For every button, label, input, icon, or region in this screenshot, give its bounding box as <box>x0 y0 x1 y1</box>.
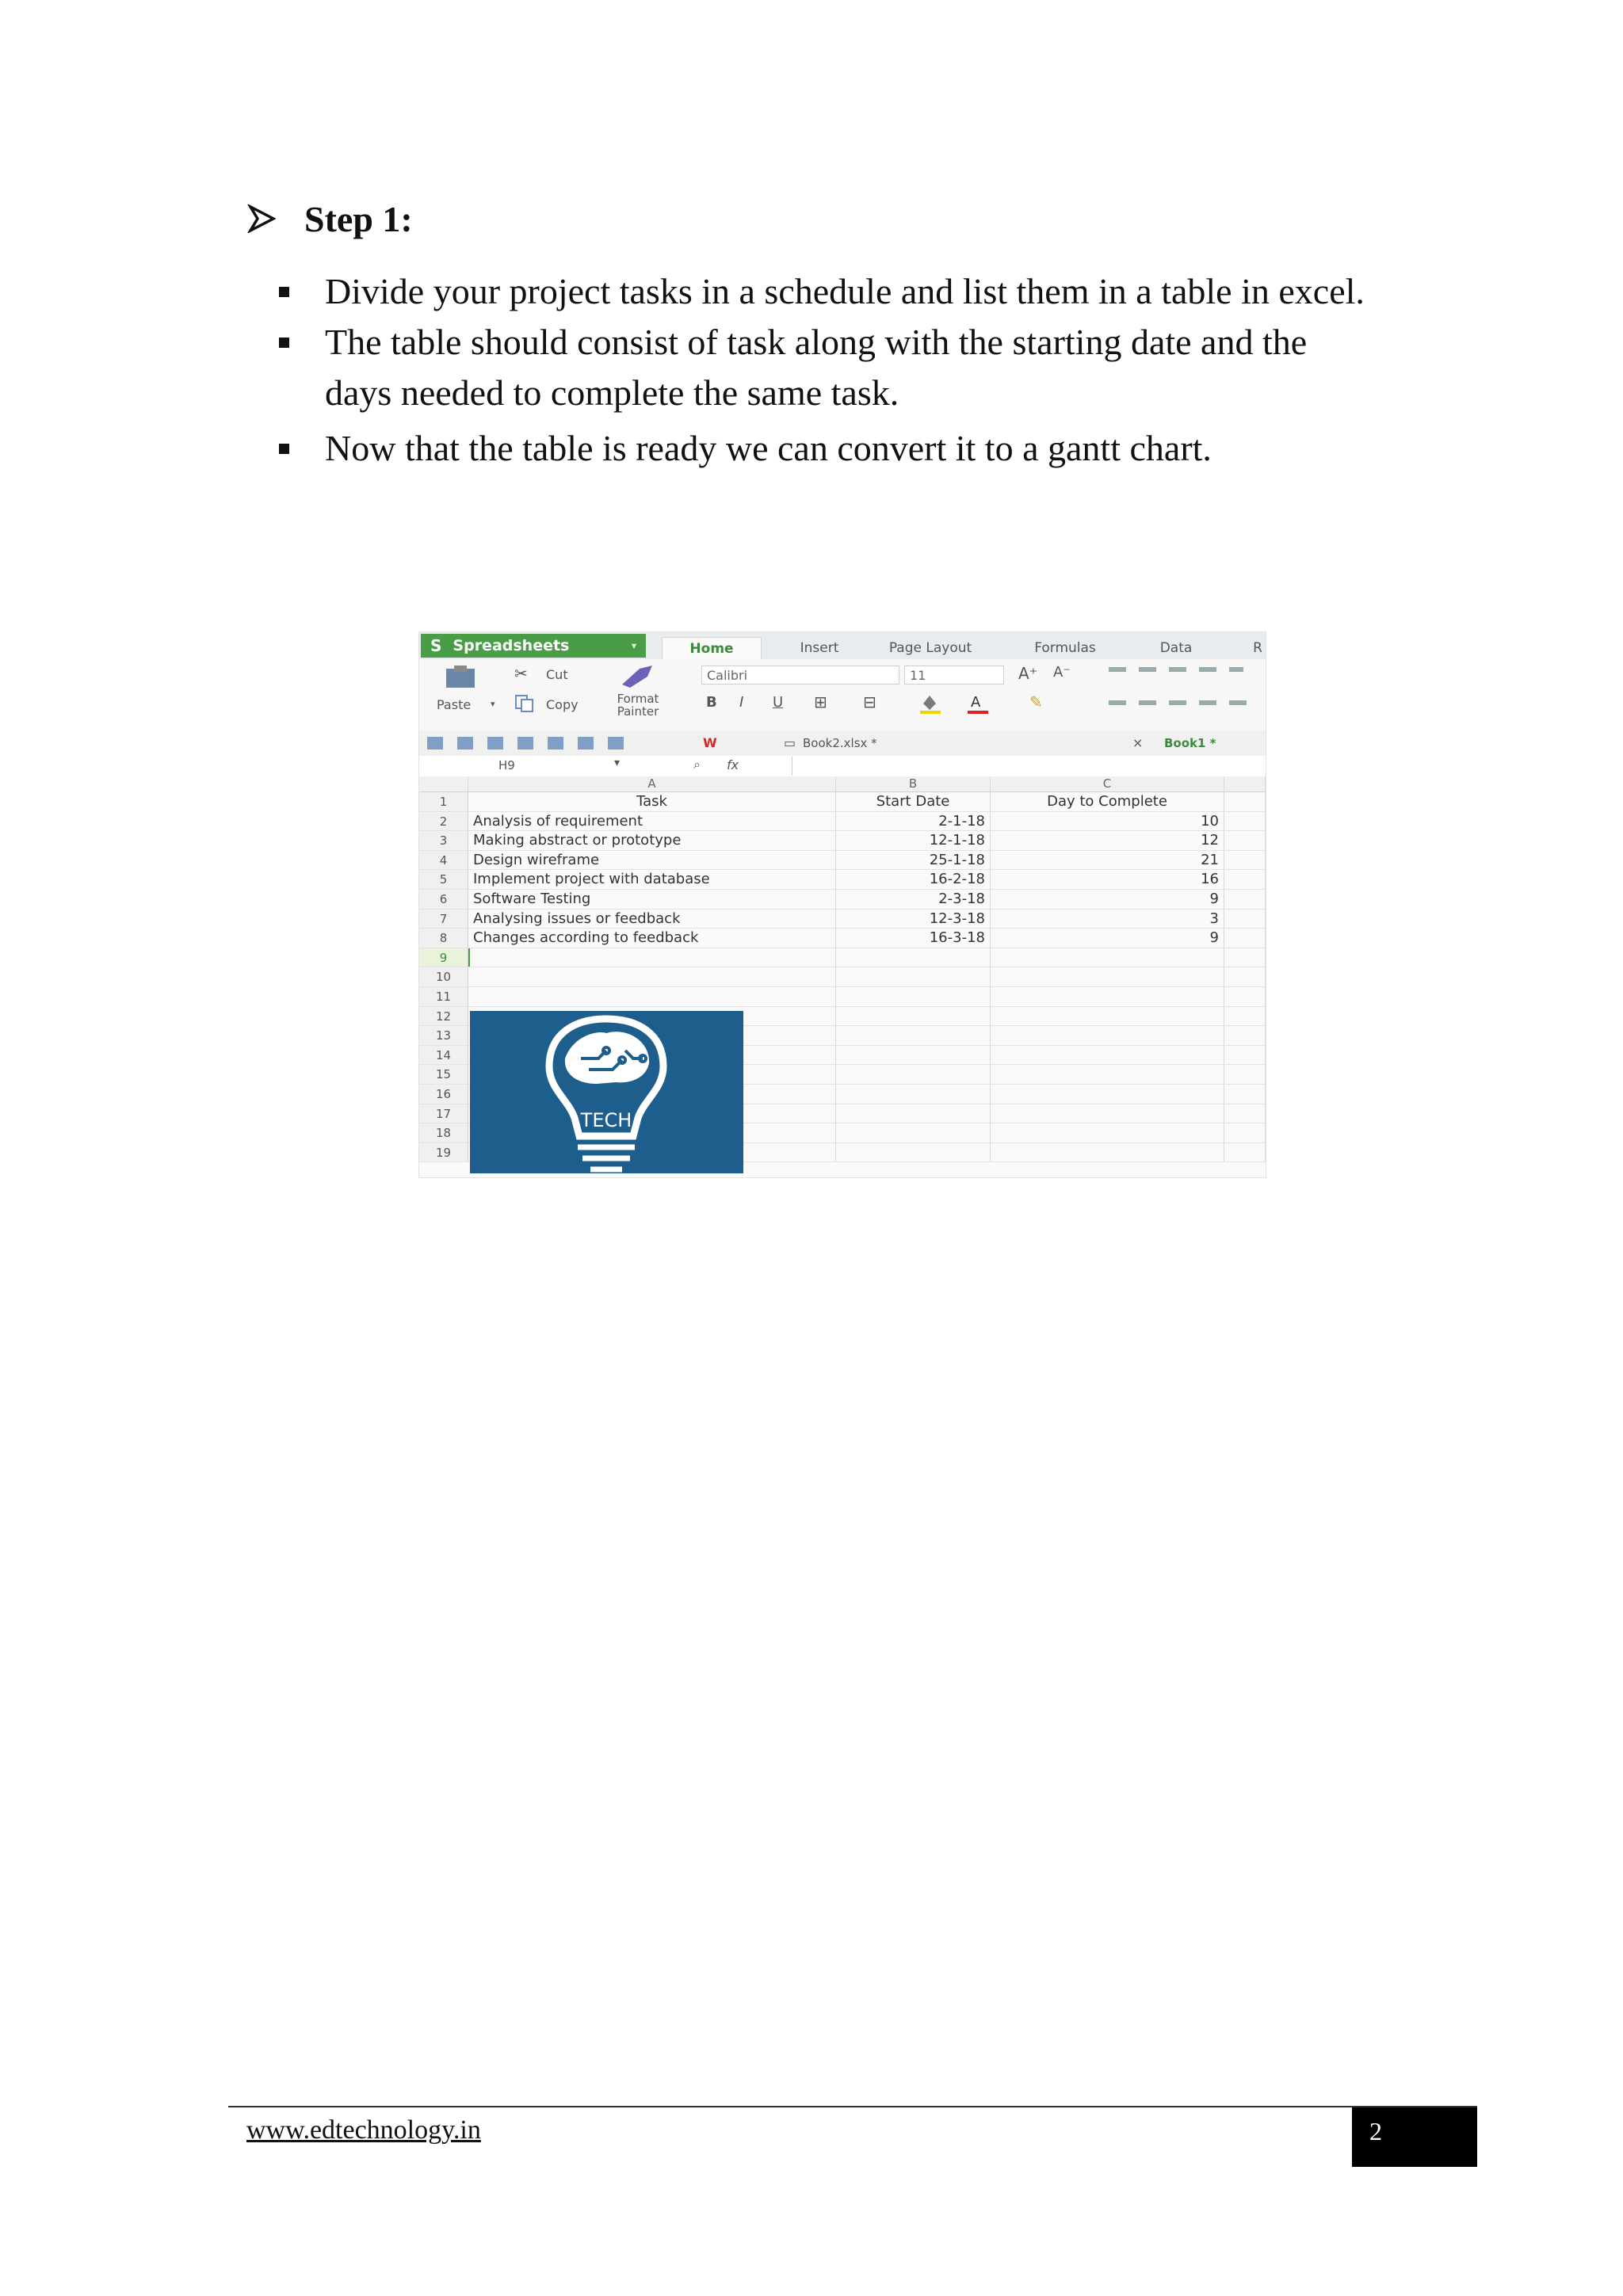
cell[interactable]: Design wireframe <box>468 851 836 870</box>
cell[interactable] <box>468 967 836 986</box>
underline-button[interactable]: U <box>773 694 784 711</box>
cell[interactable] <box>991 1026 1224 1045</box>
cell[interactable]: 12-3-18 <box>836 910 991 929</box>
column-header-a[interactable]: A <box>468 776 836 792</box>
spreadsheets-logo-icon: S <box>430 636 442 655</box>
cell[interactable] <box>1224 1026 1266 1045</box>
cell[interactable]: Software Testing <box>468 890 836 909</box>
row-number[interactable]: 19 <box>419 1143 468 1162</box>
chevron-down-icon[interactable]: ▾ <box>491 699 495 709</box>
tab-insert[interactable]: Insert <box>800 640 839 656</box>
align-top-icons[interactable] <box>1109 667 1243 672</box>
align-horizontal-icons[interactable] <box>1109 700 1259 705</box>
cell[interactable] <box>836 1007 991 1026</box>
cell[interactable]: Making abstract or prototype <box>468 831 836 850</box>
cell[interactable]: 12 <box>991 831 1224 850</box>
cell[interactable]: 21 <box>991 851 1224 870</box>
cell[interactable]: Analysing issues or feedback <box>468 910 836 929</box>
paste-icon[interactable] <box>443 666 478 689</box>
cell[interactable] <box>991 967 1224 986</box>
format-painter-label[interactable]: Format Painter <box>617 692 659 719</box>
bullet-item: Now that the table is ready we can convert it to a gantt chart. <box>277 423 1371 474</box>
spreadsheet-screenshot <box>418 631 1266 1178</box>
name-box[interactable]: H9 <box>498 758 515 772</box>
row-number[interactable]: 12 <box>419 1007 468 1026</box>
table-row <box>419 870 1266 890</box>
cell[interactable] <box>836 1104 991 1123</box>
logo-text: TECH <box>580 1109 632 1131</box>
cell[interactable] <box>1224 910 1266 929</box>
tab-formulas[interactable]: Formulas <box>1034 640 1096 656</box>
row-number[interactable]: 4 <box>419 851 468 870</box>
row-number[interactable]: 3 <box>419 831 468 850</box>
cell[interactable] <box>1224 812 1266 831</box>
file-tab-book1[interactable]: Book1 * <box>1164 736 1216 750</box>
copy-icon[interactable] <box>514 694 535 713</box>
formula-bar <box>419 756 1266 777</box>
row-number[interactable]: 10 <box>419 967 468 986</box>
font-name-select[interactable]: Calibri <box>701 666 899 685</box>
tab-data[interactable]: Data <box>1159 640 1193 656</box>
row-number[interactable]: 15 <box>419 1065 468 1084</box>
format-painter-icon[interactable] <box>617 662 657 689</box>
ribbon <box>419 659 1266 731</box>
row-number[interactable]: 14 <box>419 1046 468 1065</box>
cell[interactable]: 16-2-18 <box>836 870 991 889</box>
cell[interactable]: Analysis of requirement <box>468 812 836 831</box>
quick-access-icons[interactable] <box>427 737 625 749</box>
fill-color-icon[interactable] <box>918 692 942 715</box>
bold-button[interactable]: B <box>706 694 717 711</box>
grow-font-icon[interactable]: A⁺ <box>1018 664 1038 683</box>
row-number[interactable]: 16 <box>419 1085 468 1104</box>
wps-logo-icon: W <box>703 735 717 750</box>
formula-input[interactable] <box>792 757 1266 776</box>
column-header-d[interactable] <box>1224 776 1266 792</box>
table-row <box>419 890 1266 910</box>
row-number[interactable]: 11 <box>419 987 468 1006</box>
cell[interactable] <box>836 987 991 1006</box>
fx-label[interactable]: fx <box>727 757 739 772</box>
column-header-c[interactable]: C <box>991 776 1224 792</box>
file-tab-book2[interactable]: Book2.xlsx * <box>803 736 877 750</box>
row-number[interactable]: 5 <box>419 870 468 889</box>
cell[interactable] <box>1224 1104 1266 1123</box>
cell[interactable]: 16 <box>991 870 1224 889</box>
cell[interactable] <box>836 1123 991 1142</box>
row-number[interactable]: 1 <box>419 792 468 811</box>
select-all-corner[interactable] <box>419 776 468 792</box>
font-color-icon[interactable] <box>966 692 990 715</box>
cell[interactable] <box>991 1046 1224 1065</box>
cell[interactable] <box>1224 1007 1266 1026</box>
cell[interactable]: 10 <box>991 812 1224 831</box>
step-heading <box>247 193 413 244</box>
table-row <box>419 792 1266 812</box>
tab-page-layout[interactable]: Page Layout <box>888 640 972 656</box>
tech-logo-image[interactable] <box>470 1011 743 1173</box>
cell[interactable] <box>991 1104 1224 1123</box>
table-row <box>419 948 1266 968</box>
cell[interactable] <box>1224 967 1266 986</box>
row-number[interactable]: 13 <box>419 1026 468 1045</box>
table-row <box>419 967 1266 987</box>
row-number[interactable]: 7 <box>419 910 468 929</box>
cell[interactable]: 2-3-18 <box>836 890 991 909</box>
cell[interactable] <box>836 1026 991 1045</box>
cell[interactable] <box>1224 831 1266 850</box>
cell[interactable] <box>1224 1065 1266 1084</box>
cell[interactable]: 9 <box>991 929 1224 948</box>
copy-label[interactable]: Copy <box>546 697 579 712</box>
row-number[interactable]: 2 <box>419 812 468 831</box>
cell[interactable] <box>836 1085 991 1104</box>
cell[interactable] <box>1224 851 1266 870</box>
cell[interactable]: Day to Complete <box>991 792 1224 811</box>
table-row <box>419 812 1266 832</box>
font-size-select[interactable]: 11 <box>904 666 1004 685</box>
bullet-item: The table should consist of task along with the starting date and the days needed to complete the same task. <box>277 317 1371 418</box>
cell[interactable] <box>1224 870 1266 889</box>
table-row <box>419 987 1266 1007</box>
table-row <box>419 851 1266 871</box>
cell[interactable] <box>991 1123 1224 1142</box>
file-icon: ▭ <box>784 735 796 750</box>
app-menu-button[interactable]: S Spreadsheets ▾ <box>421 634 646 658</box>
row-number[interactable]: 8 <box>419 929 468 948</box>
cell[interactable] <box>1224 1046 1266 1065</box>
cell[interactable]: Implement project with database <box>468 870 836 889</box>
cell[interactable] <box>1224 1143 1266 1162</box>
arrowhead-bullet-icon <box>247 204 276 233</box>
row-number[interactable]: 17 <box>419 1104 468 1123</box>
cell[interactable] <box>836 948 991 967</box>
cell[interactable] <box>836 1046 991 1065</box>
cell[interactable] <box>991 1007 1224 1026</box>
borders-icon[interactable]: ⊞ <box>814 692 827 711</box>
close-icon[interactable]: × <box>1132 735 1144 750</box>
shrink-font-icon[interactable]: A⁻ <box>1053 664 1071 681</box>
page-number: 2 <box>1352 2107 1477 2167</box>
svg-text:A: A <box>971 694 981 711</box>
cell[interactable] <box>1224 890 1266 909</box>
table-row <box>419 929 1266 948</box>
cell[interactable] <box>1224 948 1266 967</box>
cell[interactable]: 16-3-18 <box>836 929 991 948</box>
cell[interactable] <box>1224 1123 1266 1142</box>
cell[interactable] <box>836 967 991 986</box>
footer-divider <box>228 2106 1477 2107</box>
cell[interactable]: 12-1-18 <box>836 831 991 850</box>
app-tab-bar <box>419 632 1266 659</box>
zoom-icon[interactable]: ⌕ <box>693 757 701 772</box>
cell[interactable]: Changes according to feedback <box>468 929 836 948</box>
table-row <box>419 831 1266 851</box>
cell[interactable] <box>1224 1085 1266 1104</box>
table-row <box>419 910 1266 929</box>
clear-format-icon[interactable]: ✎ <box>1029 692 1043 711</box>
cell[interactable] <box>1224 929 1266 948</box>
cell[interactable] <box>836 1065 991 1084</box>
step-title: Step 1: <box>304 198 413 239</box>
cell[interactable] <box>1224 792 1266 811</box>
cell[interactable] <box>991 1143 1224 1162</box>
cell[interactable] <box>468 987 836 1006</box>
bullet-item: Divide your project tasks in a schedule and list them in a table in excel. <box>277 266 1371 317</box>
tab-review[interactable]: R <box>1253 640 1262 656</box>
square-bullet-icon <box>279 444 289 454</box>
square-bullet-icon <box>279 338 289 348</box>
quick-access-bar <box>419 730 1266 757</box>
row-number[interactable]: 6 <box>419 890 468 909</box>
row-number[interactable]: 9 <box>419 948 468 967</box>
cell[interactable]: Start Date <box>836 792 991 811</box>
italic-button[interactable]: I <box>739 694 744 711</box>
cell[interactable]: 2-1-18 <box>836 812 991 831</box>
cell[interactable]: 9 <box>991 890 1224 909</box>
cell[interactable] <box>991 1085 1224 1104</box>
bullet-list <box>277 266 1371 474</box>
cut-label[interactable]: Cut <box>546 667 568 682</box>
cell[interactable]: Task <box>468 792 836 811</box>
tab-home[interactable]: Home <box>662 637 762 660</box>
row-number[interactable]: 18 <box>419 1123 468 1142</box>
scissors-icon[interactable]: ✂ <box>514 664 528 683</box>
chevron-down-icon[interactable]: ▾ <box>614 757 621 769</box>
merge-cells-icon[interactable]: ⊟ <box>863 692 876 711</box>
paste-label[interactable]: Paste <box>437 697 472 712</box>
cell[interactable] <box>991 987 1224 1006</box>
column-header-b[interactable]: B <box>836 776 991 792</box>
square-bullet-icon <box>279 287 289 297</box>
footer-website-link[interactable]: www.edtechnology.in <box>246 2115 481 2145</box>
cell[interactable]: 3 <box>991 910 1224 929</box>
chevron-down-icon: ▾ <box>631 640 636 651</box>
cell[interactable] <box>468 948 836 967</box>
cell[interactable] <box>991 948 1224 967</box>
cell[interactable] <box>836 1143 991 1162</box>
cell[interactable] <box>991 1065 1224 1084</box>
lightbulb-icon <box>470 1011 743 1173</box>
cell[interactable]: 25-1-18 <box>836 851 991 870</box>
cell[interactable] <box>1224 987 1266 1006</box>
